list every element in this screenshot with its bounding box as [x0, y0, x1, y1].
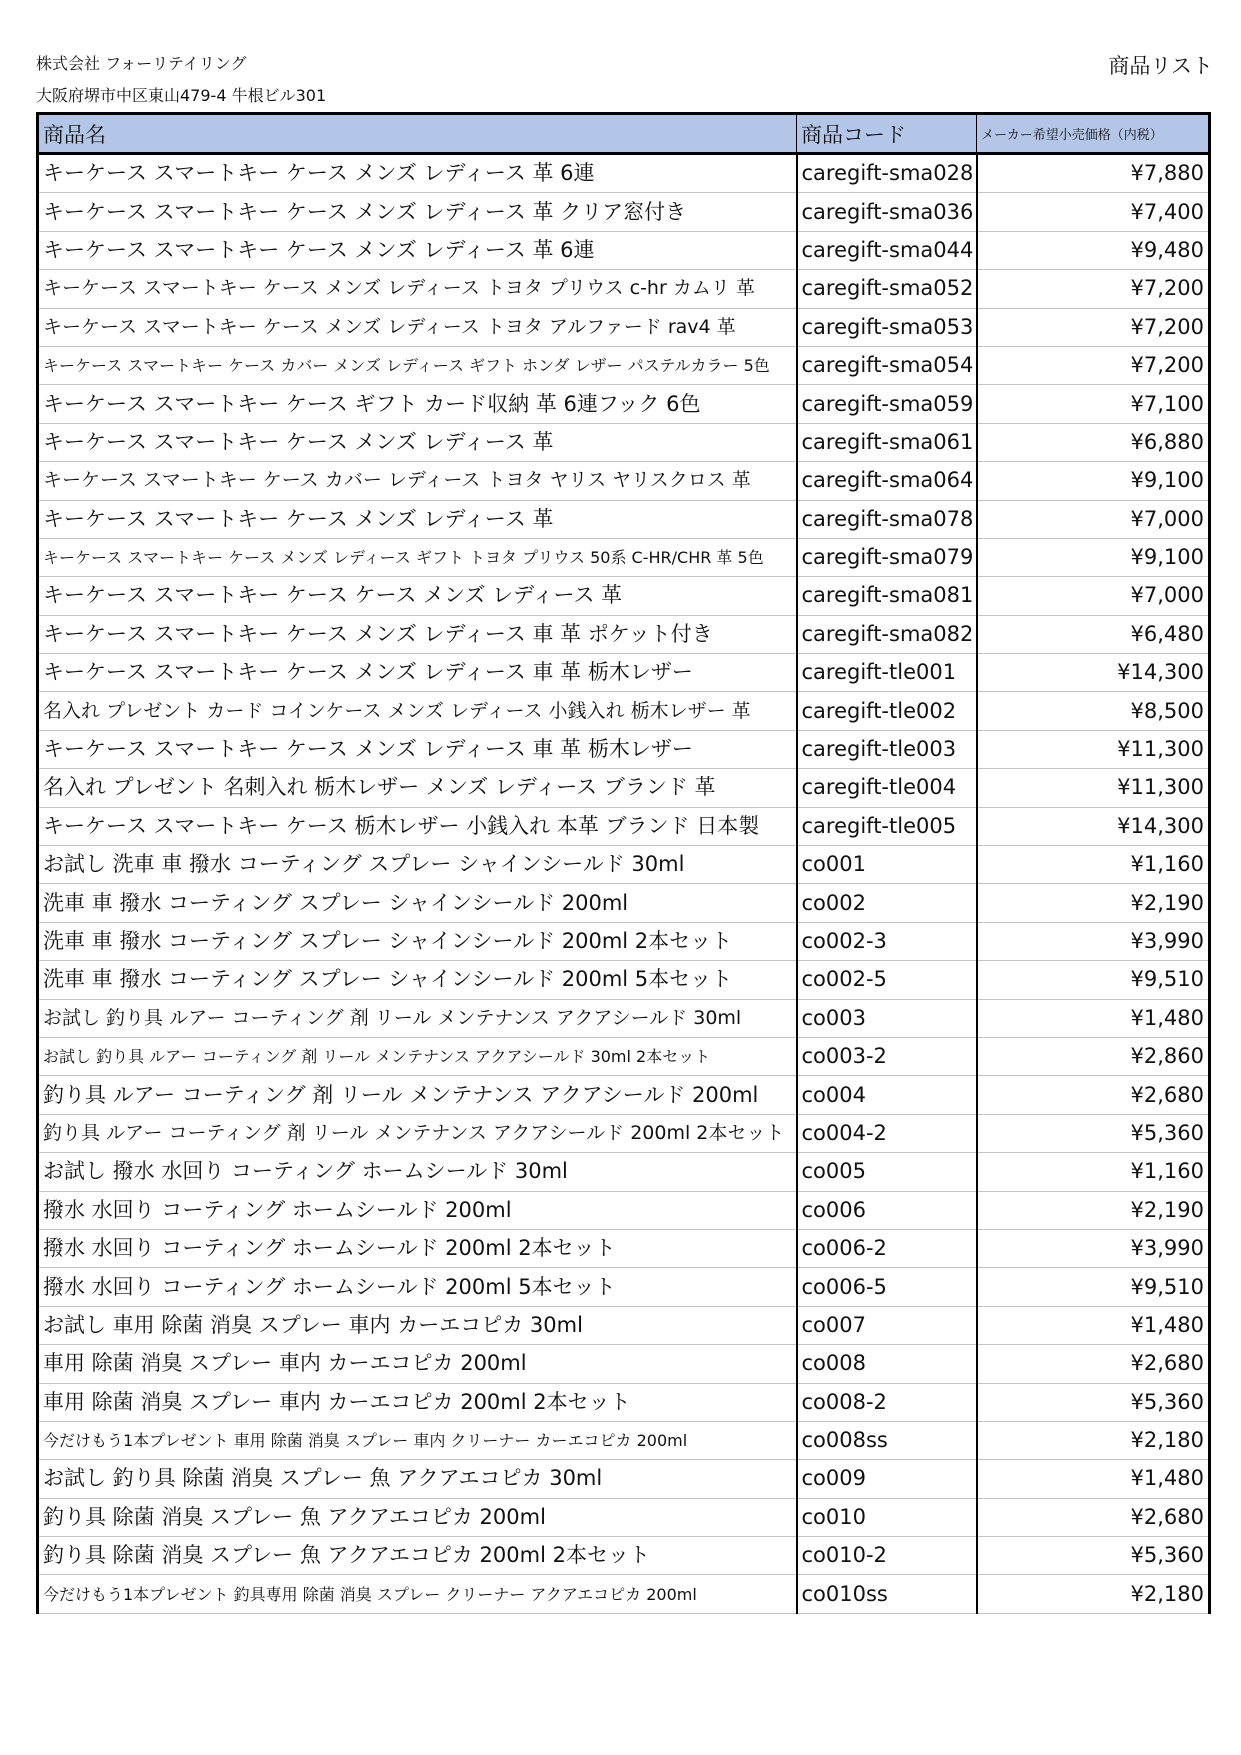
retail-price-cell: ¥6,880	[977, 423, 1210, 461]
table-row	[38, 308, 1210, 346]
retail-price-cell: ¥1,480	[977, 1306, 1210, 1344]
product-name-cell: 撥水 水回り コーティング ホームシールド 200ml 2本セット	[38, 1229, 797, 1267]
product-name-cell: キーケース スマートキー ケース ケース メンズ レディース 革	[38, 577, 797, 615]
product-name-cell: 名入れ プレゼント 名刺入れ 栃木レザー メンズ レディース ブランド 革	[38, 769, 797, 807]
product-name-cell: キーケース スマートキー ケース カバー レディース トヨタ ヤリス ヤリスクロス 革	[38, 462, 797, 500]
table-row	[38, 577, 1210, 615]
product-code-cell: caregift-sma036	[797, 193, 977, 231]
product-code-cell: co007	[797, 1306, 977, 1344]
table-row	[38, 462, 1210, 500]
product-name-cell: お試し 釣り具 ルアー コーティング 剤 リール メンテナンス アクアシールド 30ml 2本セット	[38, 1037, 797, 1075]
product-name-cell: 洗車 車 撥水 コーティング スプレー シャインシールド 200ml 2本セット	[38, 922, 797, 960]
retail-price-cell: ¥8,500	[977, 692, 1210, 730]
table-row	[38, 1498, 1210, 1536]
product-name-cell: キーケース スマートキー ケース メンズ レディース トヨタ プリウス c-hr カムリ 革	[38, 270, 797, 308]
product-name-cell: 今だけもう1本プレゼント 釣具専用 除菌 消臭 スプレー クリーナー アクアエコピカ 200ml	[38, 1575, 797, 1613]
product-code-cell: co005	[797, 1153, 977, 1191]
product-name-cell: キーケース スマートキー ケース メンズ レディース 革	[38, 423, 797, 461]
retail-price-cell: ¥11,300	[977, 730, 1210, 768]
retail-price-cell: ¥9,100	[977, 538, 1210, 576]
retail-price-cell: ¥7,200	[977, 308, 1210, 346]
retail-price-cell: ¥2,190	[977, 884, 1210, 922]
column-header-retail-price: メーカー希望小売価格（内税）	[977, 114, 1210, 154]
product-code-cell: co002-5	[797, 961, 977, 999]
company-name: 株式会社 フォーリテイリング	[36, 54, 247, 73]
table-row	[38, 231, 1210, 269]
table-row	[38, 922, 1210, 960]
retail-price-cell: ¥11,300	[977, 769, 1210, 807]
table-row	[38, 538, 1210, 576]
product-name-cell: お試し 洗車 車 撥水 コーティング スプレー シャインシールド 30ml	[38, 846, 797, 884]
retail-price-cell: ¥1,480	[977, 999, 1210, 1037]
table-row	[38, 1537, 1210, 1575]
company-info	[36, 48, 326, 112]
retail-price-cell: ¥7,880	[977, 154, 1210, 193]
table-row	[38, 807, 1210, 845]
table-row	[38, 154, 1210, 193]
table-row	[38, 999, 1210, 1037]
table-row	[38, 346, 1210, 384]
retail-price-cell: ¥9,510	[977, 1268, 1210, 1306]
product-name-cell: キーケース スマートキー ケース メンズ レディース 革 6連	[38, 154, 797, 193]
retail-price-cell: ¥9,100	[977, 462, 1210, 500]
product-name-cell: 名入れ プレゼント カード コインケース メンズ レディース 小銭入れ 栃木レザー 革	[38, 692, 797, 730]
retail-price-cell: ¥6,480	[977, 615, 1210, 653]
retail-price-cell: ¥3,990	[977, 922, 1210, 960]
product-name-cell: 釣り具 ルアー コーティング 剤 リール メンテナンス アクアシールド 200ml	[38, 1076, 797, 1114]
product-code-cell: co006-5	[797, 1268, 977, 1306]
table-row	[38, 1191, 1210, 1229]
product-name-cell: キーケース スマートキー ケース 栃木レザー 小銭入れ 本革 ブランド 日本製	[38, 807, 797, 845]
retail-price-cell: ¥7,000	[977, 577, 1210, 615]
product-code-cell: co010-2	[797, 1537, 977, 1575]
product-code-cell: co004	[797, 1076, 977, 1114]
product-code-cell: caregift-sma064	[797, 462, 977, 500]
table-row	[38, 500, 1210, 538]
product-code-cell: co008	[797, 1345, 977, 1383]
product-code-cell: caregift-sma028	[797, 154, 977, 193]
product-code-cell: caregift-tle002	[797, 692, 977, 730]
table-row	[38, 1037, 1210, 1075]
product-name-cell: キーケース スマートキー ケース メンズ レディース トヨタ アルファード rav4 革	[38, 308, 797, 346]
retail-price-cell: ¥5,360	[977, 1383, 1210, 1421]
product-name-cell: 洗車 車 撥水 コーティング スプレー シャインシールド 200ml 5本セット	[38, 961, 797, 999]
table-row	[38, 1268, 1210, 1306]
retail-price-cell: ¥7,100	[977, 385, 1210, 423]
product-name-cell: キーケース スマートキー ケース メンズ レディース 革	[38, 500, 797, 538]
product-table	[36, 112, 1211, 1614]
product-name-cell: キーケース スマートキー ケース メンズ レディース 車 革 ポケット付き	[38, 615, 797, 653]
product-name-cell: 釣り具 除菌 消臭 スプレー 魚 アクアエコピカ 200ml 2本セット	[38, 1537, 797, 1575]
column-header-product-name: 商品名	[38, 114, 797, 154]
product-name-cell: 車用 除菌 消臭 スプレー 車内 カーエコピカ 200ml	[38, 1345, 797, 1383]
product-name-cell: キーケース スマートキー ケース ギフト カード収納 革 6連フック 6色	[38, 385, 797, 423]
table-row	[38, 884, 1210, 922]
product-code-cell: co003	[797, 999, 977, 1037]
product-code-cell: caregift-sma079	[797, 538, 977, 576]
retail-price-cell: ¥9,480	[977, 231, 1210, 269]
table-row	[38, 270, 1210, 308]
retail-price-cell: ¥5,360	[977, 1114, 1210, 1152]
retail-price-cell: ¥14,300	[977, 654, 1210, 692]
table-row	[38, 769, 1210, 807]
retail-price-cell: ¥2,680	[977, 1345, 1210, 1383]
product-name-cell: キーケース スマートキー ケース メンズ レディース 車 革 栃木レザー	[38, 730, 797, 768]
table-row	[38, 1575, 1210, 1613]
product-code-cell: caregift-sma053	[797, 308, 977, 346]
retail-price-cell: ¥2,680	[977, 1076, 1210, 1114]
table-row	[38, 615, 1210, 653]
product-name-cell: 撥水 水回り コーティング ホームシールド 200ml	[38, 1191, 797, 1229]
product-code-cell: co004-2	[797, 1114, 977, 1152]
product-code-cell: caregift-tle005	[797, 807, 977, 845]
retail-price-cell: ¥7,200	[977, 346, 1210, 384]
table-row	[38, 846, 1210, 884]
table-row	[38, 423, 1210, 461]
table-row	[38, 1114, 1210, 1152]
product-code-cell: caregift-sma054	[797, 346, 977, 384]
product-code-cell: co006-2	[797, 1229, 977, 1267]
retail-price-cell: ¥1,160	[977, 1153, 1210, 1191]
retail-price-cell: ¥2,180	[977, 1421, 1210, 1459]
product-code-cell: caregift-sma081	[797, 577, 977, 615]
product-code-cell: co010ss	[797, 1575, 977, 1613]
product-name-cell: 釣り具 ルアー コーティング 剤 リール メンテナンス アクアシールド 200ml 2本セット	[38, 1114, 797, 1152]
retail-price-cell: ¥5,360	[977, 1537, 1210, 1575]
retail-price-cell: ¥2,680	[977, 1498, 1210, 1536]
table-row	[38, 1421, 1210, 1459]
retail-price-cell: ¥14,300	[977, 807, 1210, 845]
table-row	[38, 1460, 1210, 1498]
product-name-cell: キーケース スマートキー ケース カバー メンズ レディース ギフト ホンダ レザー パステルカラー 5色	[38, 346, 797, 384]
product-name-cell: キーケース スマートキー ケース メンズ レディース 革 クリア窓付き	[38, 193, 797, 231]
table-row	[38, 961, 1210, 999]
document-title: 商品リスト	[1108, 54, 1213, 78]
product-name-cell: 洗車 車 撥水 コーティング スプレー シャインシールド 200ml	[38, 884, 797, 922]
product-code-cell: co002	[797, 884, 977, 922]
table-row	[38, 193, 1210, 231]
product-code-cell: caregift-sma061	[797, 423, 977, 461]
product-name-cell: お試し 車用 除菌 消臭 スプレー 車内 カーエコピカ 30ml	[38, 1306, 797, 1344]
product-name-cell: お試し 釣り具 ルアー コーティング 剤 リール メンテナンス アクアシールド 30ml	[38, 999, 797, 1037]
product-name-cell: キーケース スマートキー ケース メンズ レディース ギフト トヨタ プリウス 50系 C-HR/CHR 革 5色	[38, 538, 797, 576]
retail-price-cell: ¥9,510	[977, 961, 1210, 999]
retail-price-cell: ¥3,990	[977, 1229, 1210, 1267]
retail-price-cell: ¥7,200	[977, 270, 1210, 308]
product-name-cell: キーケース スマートキー ケース メンズ レディース 革 6連	[38, 231, 797, 269]
product-name-cell: キーケース スマートキー ケース メンズ レディース 車 革 栃木レザー	[38, 654, 797, 692]
retail-price-cell: ¥2,190	[977, 1191, 1210, 1229]
product-code-cell: caregift-tle003	[797, 730, 977, 768]
table-row	[38, 1345, 1210, 1383]
retail-price-cell: ¥7,000	[977, 500, 1210, 538]
retail-price-cell: ¥2,180	[977, 1575, 1210, 1613]
retail-price-cell: ¥1,480	[977, 1460, 1210, 1498]
column-header-product-code: 商品コード	[797, 114, 977, 154]
product-name-cell: 撥水 水回り コーティング ホームシールド 200ml 5本セット	[38, 1268, 797, 1306]
retail-price-cell: ¥1,160	[977, 846, 1210, 884]
product-code-cell: caregift-sma044	[797, 231, 977, 269]
product-code-cell: caregift-sma082	[797, 615, 977, 653]
product-code-cell: co001	[797, 846, 977, 884]
table-row	[38, 654, 1210, 692]
product-code-cell: co008-2	[797, 1383, 977, 1421]
table-header-row	[38, 114, 1210, 154]
product-code-cell: caregift-sma078	[797, 500, 977, 538]
table-row	[38, 1153, 1210, 1191]
table-row	[38, 1229, 1210, 1267]
table-row	[38, 385, 1210, 423]
product-name-cell: 釣り具 除菌 消臭 スプレー 魚 アクアエコピカ 200ml	[38, 1498, 797, 1536]
table-row	[38, 730, 1210, 768]
retail-price-cell: ¥7,400	[977, 193, 1210, 231]
product-code-cell: caregift-tle001	[797, 654, 977, 692]
company-address: 大阪府堺市中区東山479-4 牛根ビル301	[36, 86, 327, 105]
product-code-cell: co002-3	[797, 922, 977, 960]
product-code-cell: co009	[797, 1460, 977, 1498]
product-code-cell: caregift-sma059	[797, 385, 977, 423]
product-name-cell: お試し 撥水 水回り コーティング ホームシールド 30ml	[38, 1153, 797, 1191]
table-row	[38, 1306, 1210, 1344]
table-row	[38, 1383, 1210, 1421]
retail-price-cell: ¥2,860	[977, 1037, 1210, 1075]
product-code-cell: caregift-sma052	[797, 270, 977, 308]
product-code-cell: co008ss	[797, 1421, 977, 1459]
table-row	[38, 692, 1210, 730]
product-name-cell: お試し 釣り具 除菌 消臭 スプレー 魚 アクアエコピカ 30ml	[38, 1460, 797, 1498]
product-code-cell: caregift-tle004	[797, 769, 977, 807]
product-code-cell: co006	[797, 1191, 977, 1229]
product-name-cell: 車用 除菌 消臭 スプレー 車内 カーエコピカ 200ml 2本セット	[38, 1383, 797, 1421]
product-code-cell: co003-2	[797, 1037, 977, 1075]
product-name-cell: 今だけもう1本プレゼント 車用 除菌 消臭 スプレー 車内 クリーナー カーエコピカ 200ml	[38, 1421, 797, 1459]
table-body	[38, 154, 1210, 1614]
product-code-cell: co010	[797, 1498, 977, 1536]
table-row	[38, 1076, 1210, 1114]
